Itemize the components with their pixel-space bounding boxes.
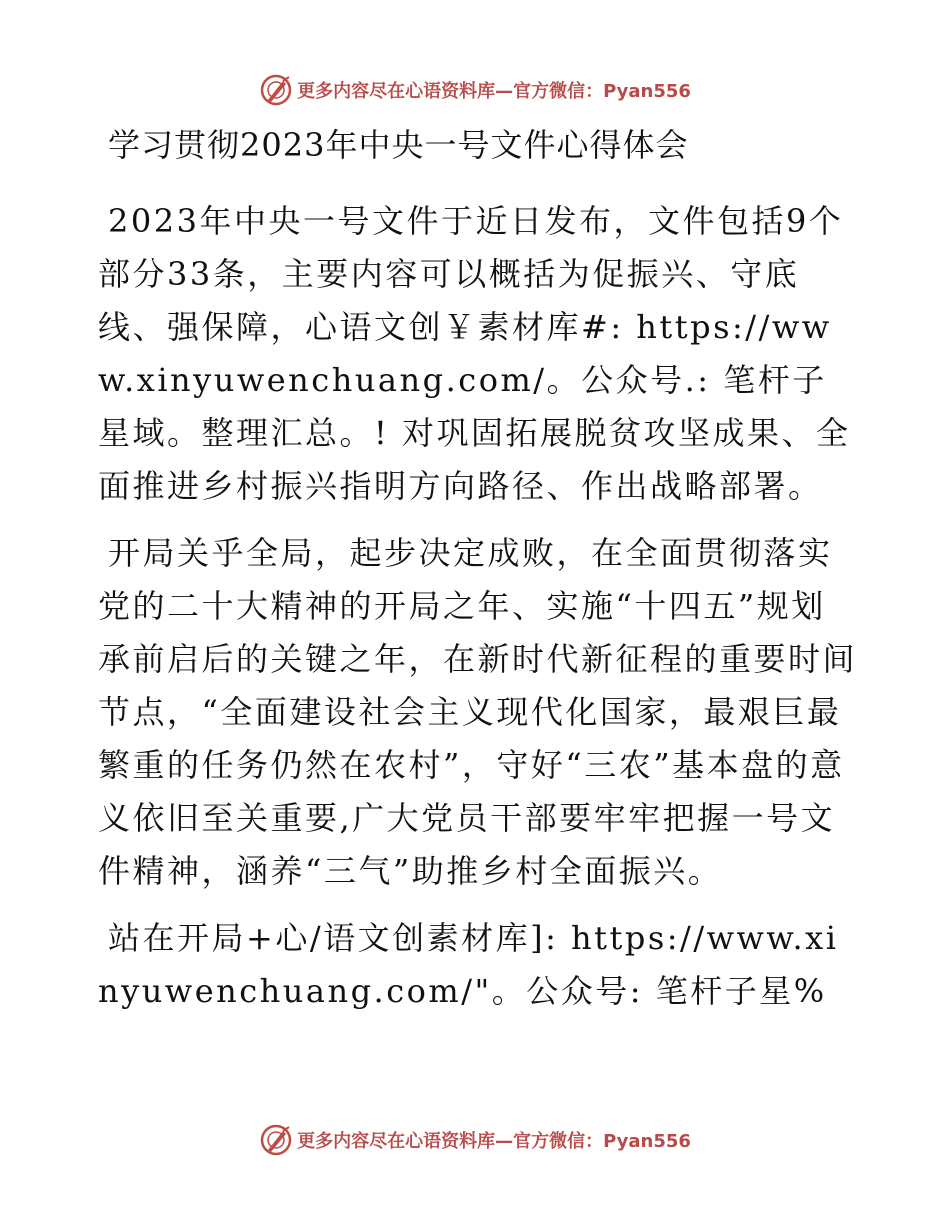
- quill-logo-icon: [259, 1123, 293, 1157]
- header-banner-text: 更多内容尽在心语资料库—官方微信：Pyan556: [297, 81, 691, 102]
- paragraph-3: 站在开局+心/语文创素材库]: https://www.xinyuwenchuang.com/"。公众号: 笔杆子星%: [98, 919, 839, 1010]
- paragraph-1: 2023年中央一号文件于近日发布，文件包括9个部分33条，主要内容可以概括为促振兴、守底线、强保障，心语文创￥素材库#: https://www.xinyuwenchuang.com/。公众号.: 笔杆子星域。整理汇总。! 对巩固拓展脱贫攻坚成果、全面推进乡村振兴指明方向路径、作出战略部署。: [98, 202, 851, 505]
- footer-banner-text: 更多内容尽在心语资料库—官方微信：Pyan556: [297, 1131, 691, 1152]
- quill-logo-icon: [259, 73, 293, 107]
- header-banner: [0, 70, 950, 110]
- paragraph-2: 开局关乎全局，起步决定成败，在全面贯彻落实党的二十大精神的开局之年、实施“十四五”规划承前启后的关键之年，在新时代新征程的重要时间节点，“全面建设社会主义现代化国家，最艰巨最繁重的任务仍然在农村”，守好“三农”基本盘的意义依旧至关重要,广大党员干部要牢牢把握一号文件精神，涵养“三气”助推乡村全面振兴。: [98, 534, 858, 890]
- footer-banner: [0, 1120, 950, 1160]
- document-title: 学习贯彻2023年中央一号文件心得体会: [108, 126, 689, 164]
- document-body: [98, 195, 858, 1032]
